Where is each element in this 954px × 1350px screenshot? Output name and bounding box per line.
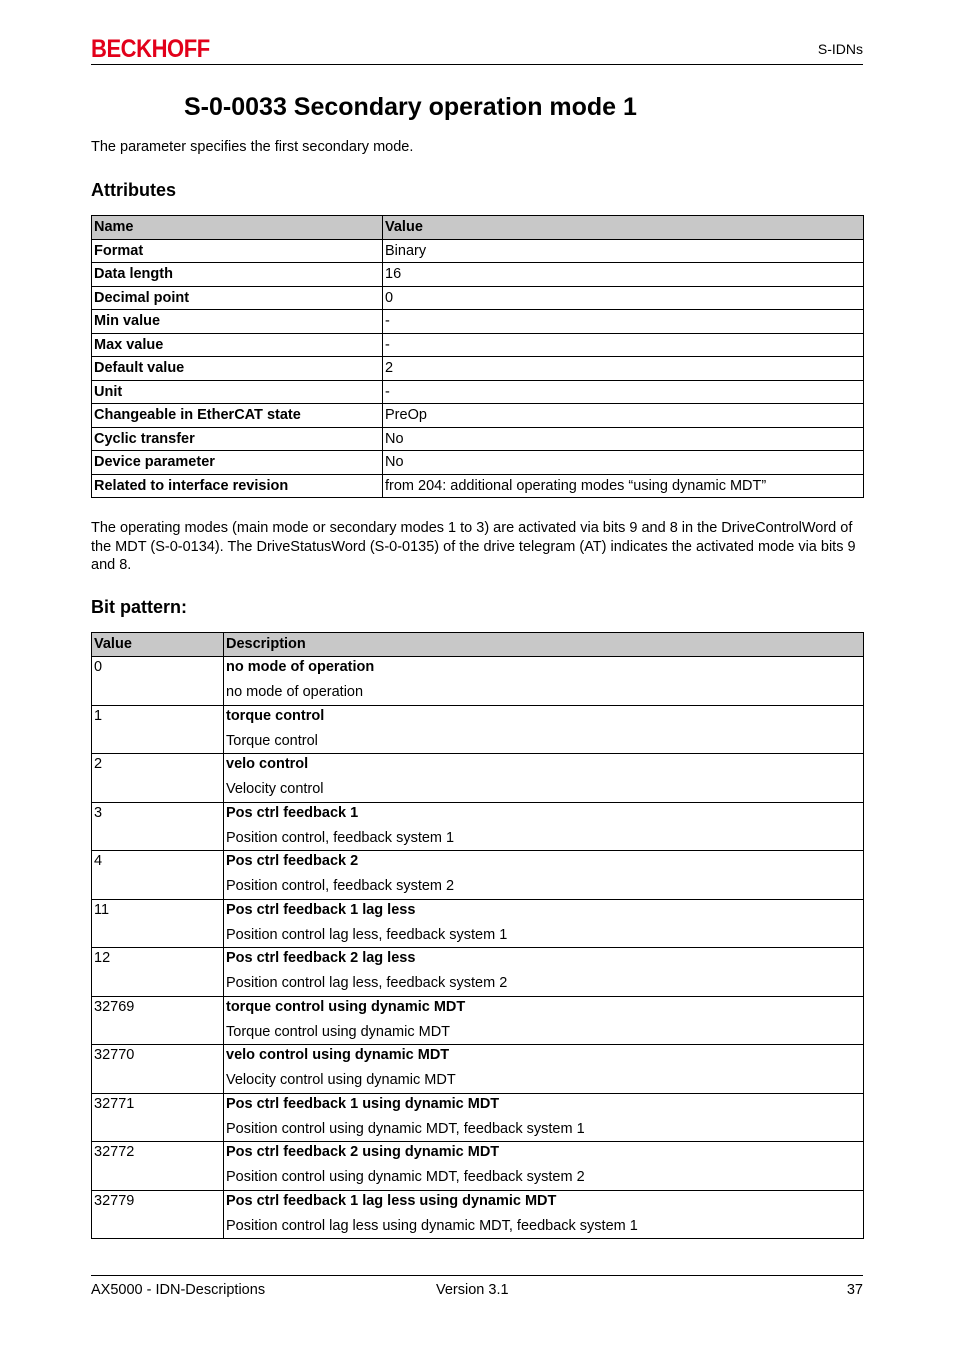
bit-description [224,802,864,851]
bit-description [224,851,864,900]
table-row [92,1142,864,1191]
mode-title: torque control using dynamic MDT [226,998,466,1015]
bit-description [224,948,864,997]
column-header-value: Value [383,216,864,240]
mode-title: Pos ctrl feedback 1 lag less using dynamic MDT [226,1192,557,1209]
table-row [92,1045,864,1094]
mode-title: Pos ctrl feedback 1 lag less [226,901,416,918]
bit-description [224,1142,864,1191]
mode-description: Position control lag less using dynamic MDT, feedback system 1 [226,1217,638,1234]
bit-value: 12 [92,948,224,997]
table-row [92,474,864,498]
table-header-row [92,633,864,657]
bit-value: 2 [92,754,224,803]
table-row [92,333,864,357]
mode-description: Velocity control using dynamic MDT [226,1072,456,1088]
page-header [91,36,863,65]
attribute-value: 16 [383,263,864,287]
intro-text: The parameter specifies the first secondary mode. [91,139,414,155]
bit-value: 0 [92,657,224,706]
bit-pattern-table [91,632,864,1239]
mode-title: Pos ctrl feedback 2 using dynamic MDT [226,1144,500,1160]
bit-description [224,996,864,1045]
table-row [92,404,864,428]
bit-pattern-heading: Bit pattern: [91,597,187,617]
table-row [92,427,864,451]
bit-value: 32779 [92,1190,224,1239]
mode-description: Torque control using dynamic MDT [226,1023,451,1040]
table-row [92,754,864,803]
mode-description: Position control using dynamic MDT, feedback system 2 [226,1169,585,1185]
table-row [92,263,864,287]
attribute-value: 2 [383,357,864,381]
table-row [92,899,864,948]
version-label: Version 3.1 [436,1282,509,1298]
column-header-description: Description [224,633,864,657]
bit-description [224,1045,864,1094]
column-header-value: Value [92,633,224,657]
page-title: S-0-0033 Secondary operation mode 1 [184,93,637,121]
table-row [92,948,864,997]
bit-value: 32770 [92,1045,224,1094]
attribute-name: Format [92,239,383,263]
mode-title: no mode of operation [226,659,375,675]
bit-description [224,754,864,803]
attributes-heading: Attributes [91,180,176,200]
mode-title: velo control using dynamic MDT [226,1047,450,1063]
mode-title: Pos ctrl feedback 1 using dynamic MDT [226,1095,500,1112]
bit-value: 4 [92,851,224,900]
table-row [92,380,864,404]
table-row [92,286,864,310]
mode-description: Torque control [226,732,318,749]
attribute-value: - [383,310,864,334]
attribute-name: Related to interface revision [92,474,383,498]
attribute-value: PreOp [383,404,864,428]
mode-description: Position control, feedback system 2 [226,878,455,894]
attribute-value: Binary [383,239,864,263]
table-row [92,705,864,754]
attributes-table [91,215,864,498]
page-number: 37 [846,1282,863,1298]
attribute-name: Decimal point [92,286,383,310]
column-header-name: Name [92,216,383,240]
document-name: AX5000 - IDN-Descriptions [91,1282,266,1298]
table-row [92,1190,864,1239]
page-footer [91,1275,863,1298]
mode-description: no mode of operation [226,684,364,700]
beckhoff-logo: BECKHOFF [91,35,210,63]
table-row [92,802,864,851]
table-row [92,1093,864,1142]
bit-value: 32769 [92,996,224,1045]
table-row [92,996,864,1045]
attribute-value: No [383,451,864,475]
bit-description [224,657,864,706]
attribute-value: 0 [383,286,864,310]
bit-description [224,1093,864,1142]
attribute-name: Data length [92,263,383,287]
operating-modes-paragraph: The operating modes (main mode or secondary modes 1 to 3) are activated via bits 9 and 8 in the DriveControlWord of the MDT (S-0-0134). The DriveStatusWord (S-0-0135) of the drive telegram (AT) indicates the activated mode via bits 9 and 8. [91,520,856,573]
attribute-name: Default value [92,357,383,381]
mode-description: Position control lag less, feedback system 2 [226,975,508,991]
attribute-name: Device parameter [92,451,383,475]
mode-description: Position control lag less, feedback system 1 [226,926,508,943]
bit-value: 32771 [92,1093,224,1142]
attribute-value: No [383,427,864,451]
attribute-name: Cyclic transfer [92,427,383,451]
bit-value: 3 [92,802,224,851]
table-row [92,657,864,706]
attribute-name: Changeable in EtherCAT state [92,404,383,428]
mode-title: Pos ctrl feedback 2 lag less [226,950,416,966]
attributes-body [92,239,864,498]
table-row [92,239,864,263]
mode-title: velo control [226,756,309,772]
bit-value: 11 [92,899,224,948]
bit-description [224,705,864,754]
mode-title: Pos ctrl feedback 2 [226,853,359,869]
attribute-name: Unit [92,380,383,404]
section-label: S-IDNs [817,41,863,57]
attribute-name: Max value [92,333,383,357]
attribute-value: from 204: additional operating modes “using dynamic MDT” [383,474,864,498]
table-row [92,451,864,475]
bit-value: 1 [92,705,224,754]
mode-title: torque control [226,707,325,724]
table-header-row [92,216,864,240]
attribute-name: Min value [92,310,383,334]
attribute-value: - [383,380,864,404]
table-row [92,310,864,334]
bit-description [224,1190,864,1239]
mode-description: Position control, feedback system 1 [226,829,455,846]
bit-description [224,899,864,948]
table-row [92,357,864,381]
attribute-value: - [383,333,864,357]
bit-value: 32772 [92,1142,224,1191]
bit-pattern-body [92,657,864,1239]
mode-title: Pos ctrl feedback 1 [226,804,359,821]
mode-description: Position control using dynamic MDT, feedback system 1 [226,1120,585,1137]
mode-description: Velocity control [226,781,324,797]
table-row [92,851,864,900]
